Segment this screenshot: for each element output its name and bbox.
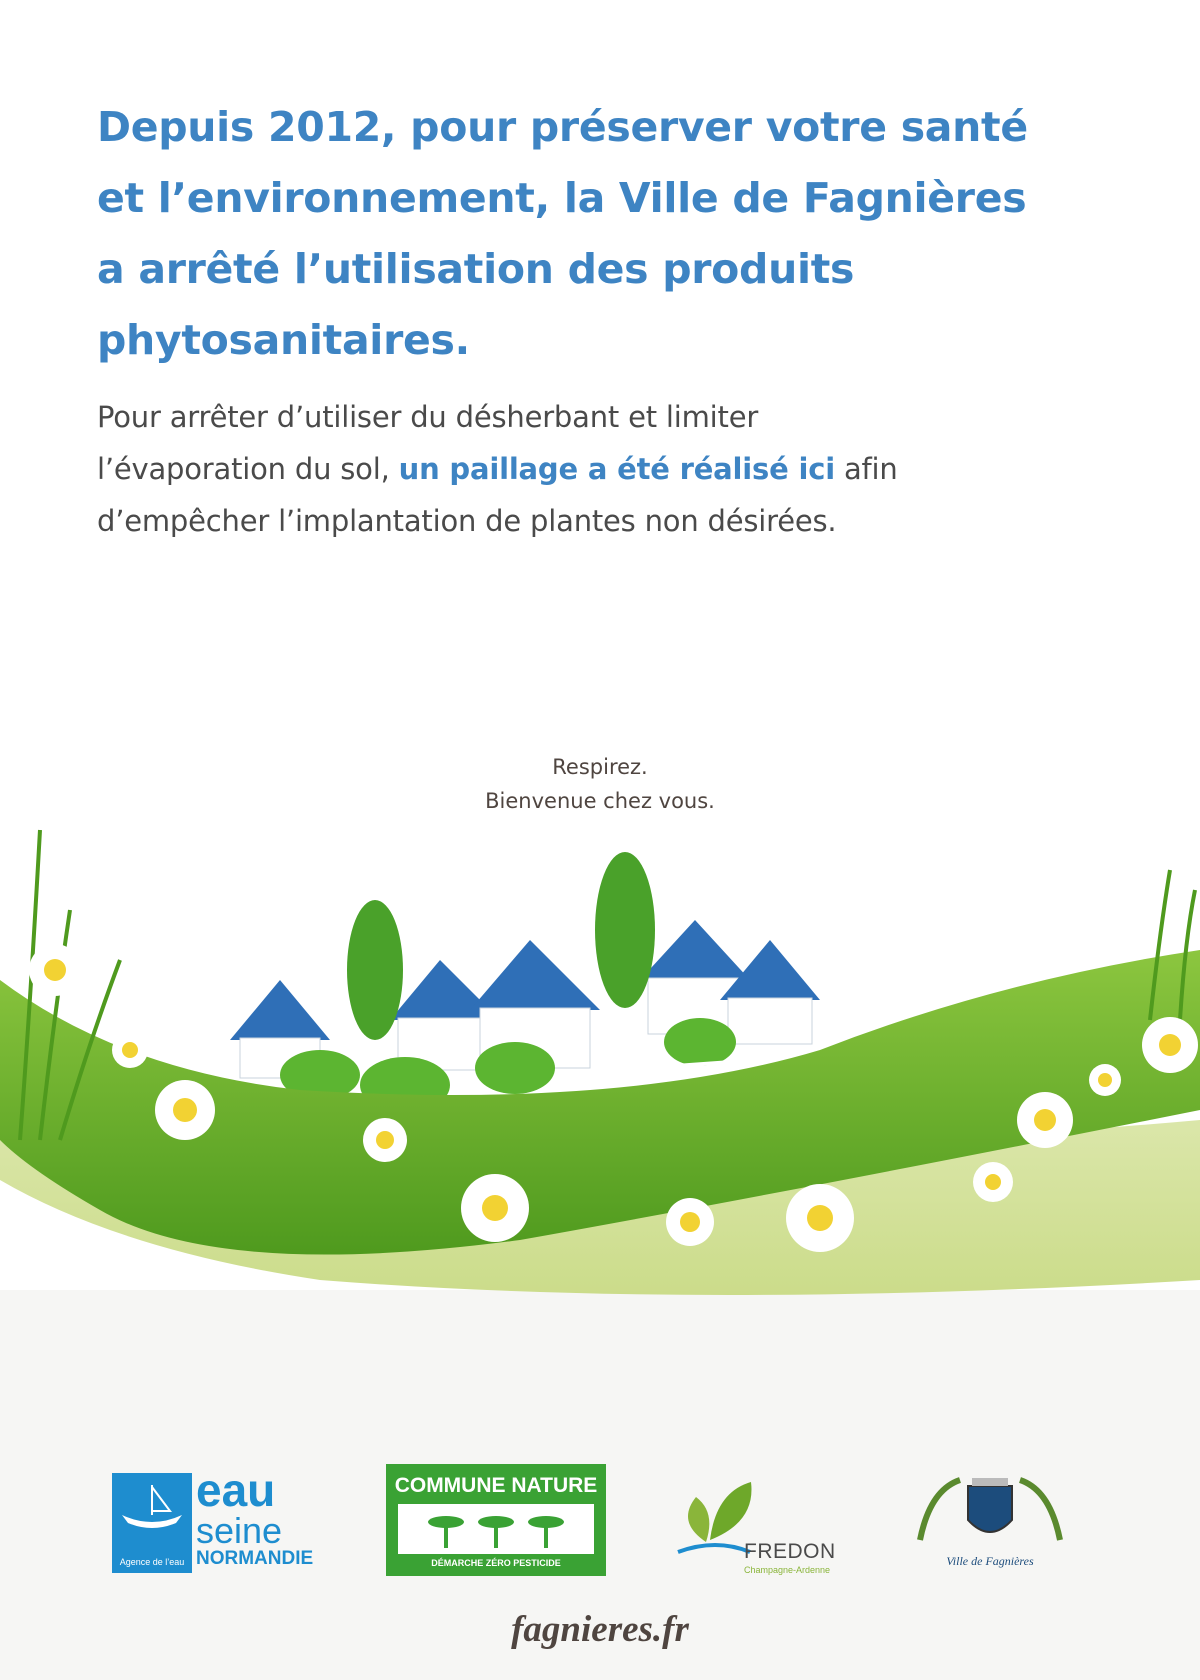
tagline-bienvenue: Bienvenue chez vous. [485,789,715,813]
dragonfly-icons [398,1504,594,1554]
tree [595,852,655,1008]
bush [664,1018,736,1066]
headline-line-4: phytosanitaires. [97,316,470,364]
headline-line-3: a arrêté l’utilisation des produits [97,245,855,293]
fredon-logo [676,1472,846,1575]
eau-agence-label: Agence de l’eau [119,1557,185,1567]
bush [475,1042,555,1094]
eau-seine-normandie-logo [112,1464,314,1573]
daisy [155,1080,215,1140]
house [720,940,820,1044]
ville-name: Ville de Fagnières [946,1554,1034,1568]
intro-line-2-end: afin [834,452,898,486]
tagline-respirez: Respirez. [552,755,648,779]
intro-highlight: un paillage a été réalisé ici [398,452,835,486]
intro-line-1: Pour arrêter d’utiliser du désherbant et limiter [97,400,759,434]
daisy [363,1118,407,1162]
daisy [786,1184,854,1252]
commune-nature-logo [386,1464,606,1576]
daisy [29,944,81,996]
eau-boat-badge [112,1473,192,1573]
fredon-region: Champagne-Ardenne [744,1565,831,1575]
intro-paragraph [97,391,1137,547]
daisy [666,1198,714,1246]
headline [97,92,1137,376]
headline-line-1: Depuis 2012, pour préserver votre santé [97,103,1028,151]
intro-line-3: d’empêcher l’implantation de plantes non désirées. [97,504,837,538]
normandie-word: NORMANDIE [196,1548,314,1569]
fredon-name: FREDON [744,1540,836,1563]
ville-de-fagnieres-logo [910,1470,1070,1580]
intro-line-2-start: l’évaporation du sol, [97,452,399,486]
headline-line-2: et l’environnement, la Ville de Fagnières [97,174,1027,222]
boat-icon [112,1473,192,1543]
daisy [112,1032,148,1068]
tree [347,900,403,1040]
commune-nature-title: COMMUNE NATURE [394,1474,598,1497]
village-meadow-illustration [0,810,1200,1370]
commune-nature-subtitle: DÉMARCHE ZÉRO PESTICIDE [431,1558,561,1568]
dragonflies-panel [398,1504,594,1554]
coat-of-arms-icon [910,1470,1070,1554]
seine-word: seine [196,1510,283,1551]
daisy [1017,1092,1073,1148]
daisy [1142,1017,1198,1073]
daisy [1089,1064,1121,1096]
website-url[interactable]: fagnieres.fr [511,1609,689,1650]
daisy [461,1174,529,1242]
eau-word: eau [196,1464,276,1516]
daisy [973,1162,1013,1202]
